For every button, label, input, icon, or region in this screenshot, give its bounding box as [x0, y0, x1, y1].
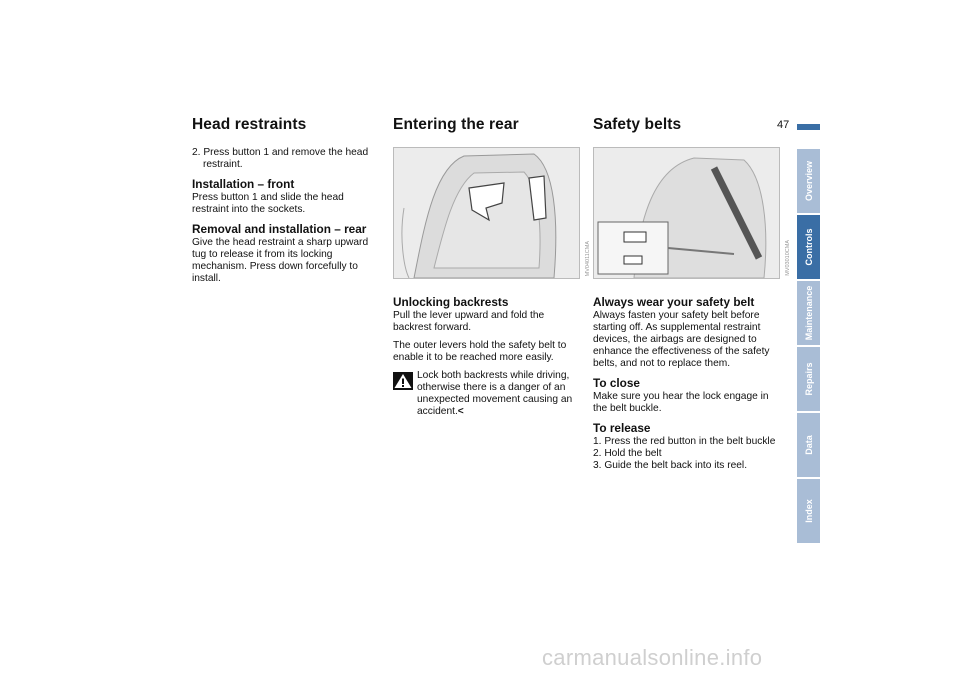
tab-overview[interactable]: Overview	[797, 149, 820, 213]
belt-illustration	[594, 148, 779, 278]
section-tabs	[797, 149, 820, 545]
release-step-1: 1. Press the red button in the belt buckle	[593, 436, 776, 447]
heading-to-release: To release	[593, 421, 651, 435]
outer-levers-text: The outer levers hold the safety belt to enable it to be reached more easily.	[393, 340, 567, 363]
installation-front-text: Press button 1 and slide the head restraint into the sockets.	[192, 192, 344, 215]
always-wear-text: Always fasten your safety belt before starting off. As supplemental restraint devices, the airbags are designed to enhance the effectiveness of the safety belts, and not to replace them.	[593, 310, 770, 369]
heading-always-wear: Always wear your safety belt	[593, 295, 755, 309]
column-head-restraints	[192, 116, 382, 291]
warning-triangle-icon	[393, 372, 413, 390]
page-number-bar	[797, 124, 820, 130]
warning-note	[393, 370, 583, 418]
end-marker: <	[457, 406, 464, 417]
tab-index[interactable]: Index	[797, 479, 820, 543]
release-step-2: 2. Hold the belt	[593, 448, 662, 459]
warning-text: Lock both backrests while driving, otherwise there is a danger of an unexpected movement causing an accident.<	[417, 370, 573, 417]
watermark-text: carmanualsonline.info	[542, 645, 763, 670]
seat-illustration	[394, 148, 579, 278]
tab-repairs[interactable]: Repairs	[797, 347, 820, 411]
unlocking-text: Pull the lever upward and fold the backrest forward.	[393, 310, 545, 333]
removal-rear-text: Give the head restraint a sharp upward tug to release it from its locking mechanism. Press down forcefully to install.	[192, 237, 369, 284]
section-title-entering-rear: Entering the rear	[393, 116, 519, 133]
seat-backrest-image	[393, 147, 591, 279]
release-step-3: 3. Guide the belt back into its reel.	[593, 460, 748, 471]
safety-belt-image	[593, 147, 791, 279]
tab-data[interactable]: Data	[797, 413, 820, 477]
tab-controls[interactable]: Controls	[797, 215, 820, 279]
tab-maintenance[interactable]: Maintenance	[797, 281, 820, 345]
column-entering-rear	[393, 116, 591, 418]
heading-installation-front: Installation – front	[192, 177, 295, 191]
figure-code: MV03010CMA	[785, 240, 791, 276]
to-close-text: Make sure you hear the lock engage in the belt buckle.	[593, 391, 769, 414]
page-number: 47	[777, 119, 790, 131]
figure-code: MV04011CMA	[585, 240, 591, 276]
heading-removal-rear: Removal and installation – rear	[192, 222, 367, 236]
heading-to-close: To close	[593, 376, 640, 390]
section-title-safety-belts: Safety belts	[593, 116, 682, 133]
step-2-text: 2. Press button 1 and remove the head restraint.	[192, 147, 369, 170]
section-title-head-restraints: Head restraints	[192, 116, 307, 133]
heading-unlocking-backrests: Unlocking backrests	[393, 295, 509, 309]
